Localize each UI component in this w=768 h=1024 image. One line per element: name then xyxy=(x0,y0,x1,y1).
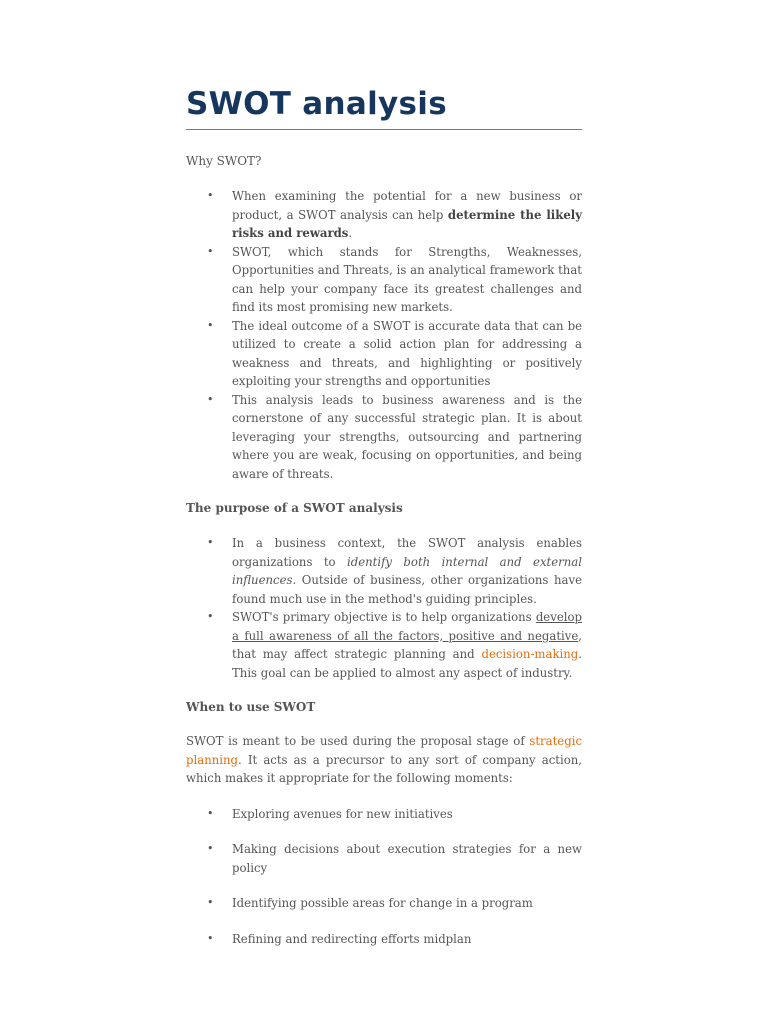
bullet-text: SWOT's primary objective is to help organizations xyxy=(232,610,536,624)
list-item xyxy=(186,894,582,913)
bullet-underlined-text: develop a full awareness of all the factors, positive and negative xyxy=(232,610,582,643)
strategic-planning-link[interactable]: strategic planning xyxy=(186,734,582,767)
list-item xyxy=(186,391,582,484)
bullet-text: Identifying possible areas for change in a program xyxy=(232,896,533,910)
why-swot-list xyxy=(186,187,582,483)
bullet-icon: • xyxy=(207,318,214,332)
when-list xyxy=(186,805,582,949)
bullet-text: This analysis leads to business awareness and is the cornerstone of any successful strategic plan. It is about leveraging your strengths, outsourcing and partnering where you are weak, focusing on opportunities, and being aware of threats. xyxy=(232,392,582,481)
purpose-list xyxy=(186,534,582,682)
bullet-text: Making decisions about execution strategies for a new policy xyxy=(232,842,582,875)
bullet-bold-text: determine the likely risks and rewards xyxy=(232,207,582,240)
bullet-text: In a business context, the SWOT analysis enables organizations to xyxy=(232,536,582,569)
why-swot-label: Why SWOT? xyxy=(186,154,262,168)
list-item xyxy=(186,243,582,317)
bullet-text: SWOT, which stands for Strengths, Weaknesses, Opportunities and Threats, is an analytical framework that can help your company face its greatest challenges and find its most promising new markets. xyxy=(232,244,582,314)
bullet-text: Refining and redirecting efforts midplan xyxy=(232,931,472,946)
when-paragraph xyxy=(186,732,582,788)
bullet-icon: • xyxy=(207,610,214,623)
bullet-icon: • xyxy=(207,536,214,549)
bullet-icon: • xyxy=(207,392,214,406)
bullet-text: The ideal outcome of a SWOT is accurate data that can be utilized to create a solid action plan for addressing a weakness and threats, and highlighting or positively exploiting your strengths and opportunities xyxy=(232,318,582,388)
list-item xyxy=(186,840,582,877)
bullet-text: When examining the potential for a new business or product, a SWOT analysis can help xyxy=(232,189,582,222)
list-item xyxy=(186,930,582,949)
decision-making-link[interactable]: decision-making xyxy=(481,647,579,661)
bullet-text: Exploring avenues for new initiatives xyxy=(232,806,453,821)
document-page xyxy=(186,84,582,965)
bullet-text: . Outside of business, other organizations have found much use in the method's guiding principles. xyxy=(232,573,582,606)
paragraph-text: . It acts as a precursor to any sort of company action, which makes it appropriate for the following moments: xyxy=(186,752,582,785)
when-heading: When to use SWOT xyxy=(186,700,316,714)
bullet-text: . xyxy=(348,226,353,240)
list-item xyxy=(186,608,582,682)
document-title: SWOT analysis xyxy=(186,84,582,130)
bullet-icon: • xyxy=(207,842,214,855)
bullet-icon: • xyxy=(207,896,214,909)
list-item xyxy=(186,805,582,824)
bullet-text: . This goal can be applied to almost any aspect of industry. xyxy=(232,647,582,680)
paragraph-text: SWOT is meant to be used during the proposal stage of xyxy=(186,734,530,748)
bullet-icon: • xyxy=(207,931,214,945)
bullet-italic-text: identify both internal and external influences xyxy=(232,554,582,587)
list-item xyxy=(186,187,582,243)
list-item xyxy=(186,534,582,608)
bullet-icon: • xyxy=(207,244,214,258)
bullet-text: , that may affect strategic planning and xyxy=(232,628,582,661)
purpose-heading: The purpose of a SWOT analysis xyxy=(186,501,403,515)
bullet-icon: • xyxy=(207,806,214,820)
bullet-icon: • xyxy=(207,189,214,202)
list-item xyxy=(186,317,582,391)
